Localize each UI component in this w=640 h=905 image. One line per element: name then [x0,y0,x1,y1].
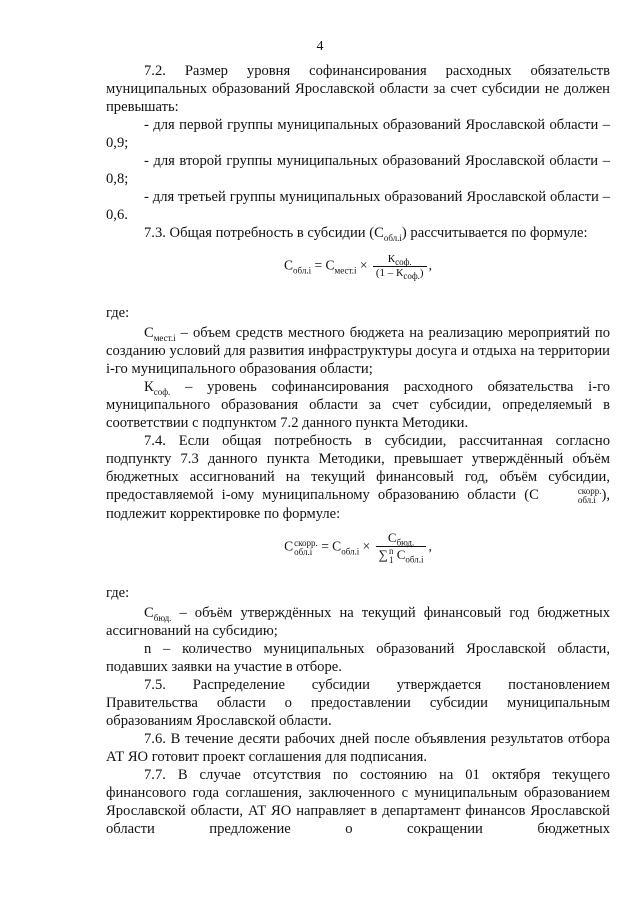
paragraph-7-7: 7.7. В случае отсутствия по состоянию на 01 октября текущего финансового года соглашения, заключенного с муниципальным образованием Ярославской области, АТ ЯО направляет в департамент финансов Ярославской области предложение о сокращении бюджетных [106,767,610,837]
paragraph-7-6: 7.6. В течение десяти рабочих дней после объявления результатов отбора АТ ЯО готовит проект соглашения для подписания. [106,731,610,765]
definitions-block-2 [106,584,610,838]
page-number: 4 [316,39,324,54]
list-item-group-2: - для второй группы муниципальных образований Ярославской области – 0,8; [106,153,610,187]
formula-total-need: $С_{обл.i} = С_{мест.i}$ × $\frac{К_{соф.}}{(1 - К_{соф.})}$ , [284,253,432,282]
paragraph-7-5: 7.5. Распределение субсидии утверждается постановлением Правительства области о предоставлении субсидии муниципальным образованиям Ярославской области. [106,677,610,729]
paragraph-7-2: 7.2. Размер уровня софинансирования расходных обязательств муниципальных образований Ярославской области за счет субсидии не должен превышать: [106,63,610,115]
formula-2-fraction: $С_{бюд.}$ ∑ n 1 $С_{обл.i}$ [376,530,427,565]
list-item-group-3: - для третьей группы муниципальных образований Ярославской области – 0,6. [106,189,610,223]
definitions-block-1 [106,304,610,523]
list-item-group-1: - для первой группы муниципальных образований Ярославской области – 0,9; [106,117,610,151]
paragraph-7-4: 7.4. Если общая потребность в субсидии, рассчитанная согласно подпункту 7.3 данного пункта Методики, превышает утверждённый объём бюджетных ассигнований на текущий финансовый год, объём субсидии, предоставляемой i-ому муниципальному образованию области (С скорр. обл.i ), подлежит корректировке по формуле: [106,433,610,522]
definition-n: n – количество муниципальных образований Ярославской области, подавших заявки на участие в отборе. [106,641,610,675]
definition-bud: $С_{бюд.}$ – объём утверждённых на текущий финансовый год бюджетных ассигнований на субсидию; [106,605,610,639]
formula-corrected-subsidy: С скорр. обл.i = $С_{обл.i}$ × $С_{бюд.}$ ∑ n 1 $С_{обл.i}$ , [284,530,432,566]
where-label-2: где: [106,585,130,601]
definition-mest: $С_{мест.i}$ – объем средств местного бюджета на реализацию мероприятий по созданию условий для развития инфраструктуры досуга и отдыха на территории i-го муниципального образования области; [106,325,610,377]
definition-kof: $К_{соф.}$ – уровень софинансирования расходного обязательства i-го муниципального образования области за счет субсидии, определяемый в соответствии с подпунктом 7.2 данного пункта Методики. [106,379,610,431]
paragraph-7-3: 7.3. Общая потребность в субсидии $(С_{обл.i})$ рассчитывается по формуле: [144,225,588,243]
section-7-2-block [106,62,610,242]
formula-1-fraction: $\frac{К_{соф.}}{(1 - К_{соф.})}$ [373,253,427,280]
where-label-1: где: [106,305,130,321]
